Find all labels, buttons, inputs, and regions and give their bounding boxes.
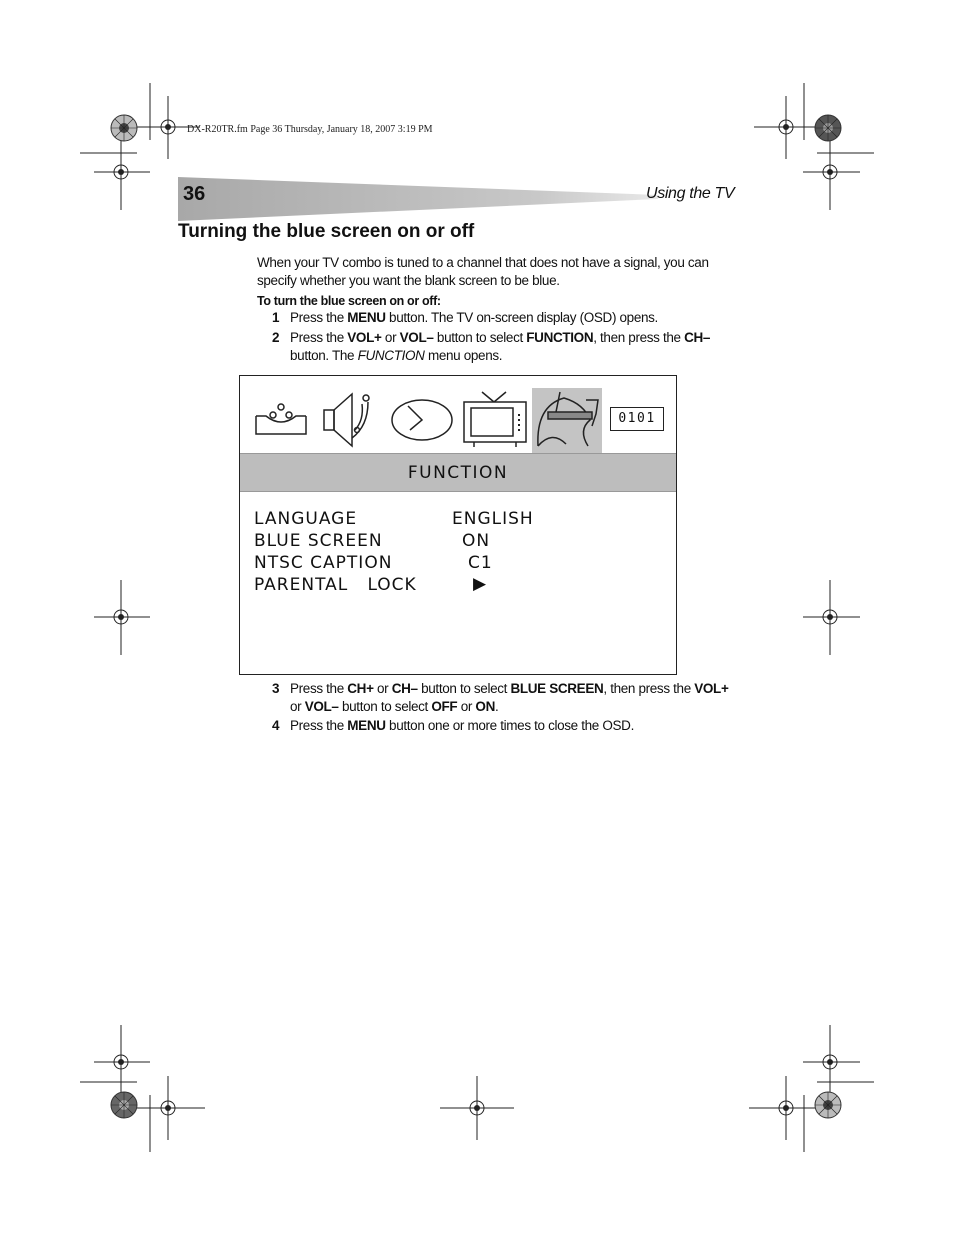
step-number: 2 <box>272 330 280 345</box>
osd-row-value: ON <box>462 531 491 551</box>
osd-row-label: NTSC CAPTION <box>254 553 393 573</box>
picture-icon <box>254 402 308 436</box>
osd-row-label: BLUE SCREEN <box>254 531 383 551</box>
header-band <box>178 177 658 221</box>
submenu-arrow-icon: ▶ <box>473 574 488 594</box>
osd-row-value: ENGLISH <box>452 509 534 529</box>
osd-row-label: PARENTAL LOCK <box>254 575 417 595</box>
osd-title-bar <box>240 453 676 492</box>
function-icon <box>534 390 602 452</box>
step-number: 3 <box>272 681 280 696</box>
step-text: Press the VOL+ or VOL– button to select FUNCTION, then press the CH– button. The FUNCTION menu opens. <box>290 330 711 363</box>
speaker-icon <box>322 390 372 450</box>
intro-paragraph: When your TV combo is tuned to a channel that does not have a signal, you can specify whether you want the blank screen to be blue. <box>257 255 709 288</box>
step-text: Press the MENU button one or more times to close the OSD. <box>290 718 634 733</box>
tv-icon <box>462 390 528 448</box>
step-text: Press the MENU button. The TV on-screen display (OSD) opens. <box>290 310 658 325</box>
osd-title: FUNCTION <box>407 463 509 483</box>
file-slug: DX-R20TR.fm Page 36 Thursday, January 18, 2007 3:19 PM <box>187 124 433 135</box>
channel-code-box: 0101 <box>610 407 664 431</box>
page-heading: Turning the blue screen on or off <box>178 221 475 242</box>
osd-row-label: LANGUAGE <box>254 509 358 529</box>
clock-icon <box>390 398 454 442</box>
procedure-title: To turn the blue screen on or off: <box>257 294 441 308</box>
osd-row-value: C1 <box>468 553 493 573</box>
step-number: 4 <box>272 718 280 733</box>
section-title: Using the TV <box>646 185 735 202</box>
osd-menu-illustration <box>239 375 677 675</box>
page-number: 36 <box>183 183 206 205</box>
step-number: 1 <box>272 310 280 325</box>
step-text: Press the CH+ or CH– button to select BLUE SCREEN, then press the VOL+ or VOL– button to select OFF or ON. <box>290 681 729 714</box>
